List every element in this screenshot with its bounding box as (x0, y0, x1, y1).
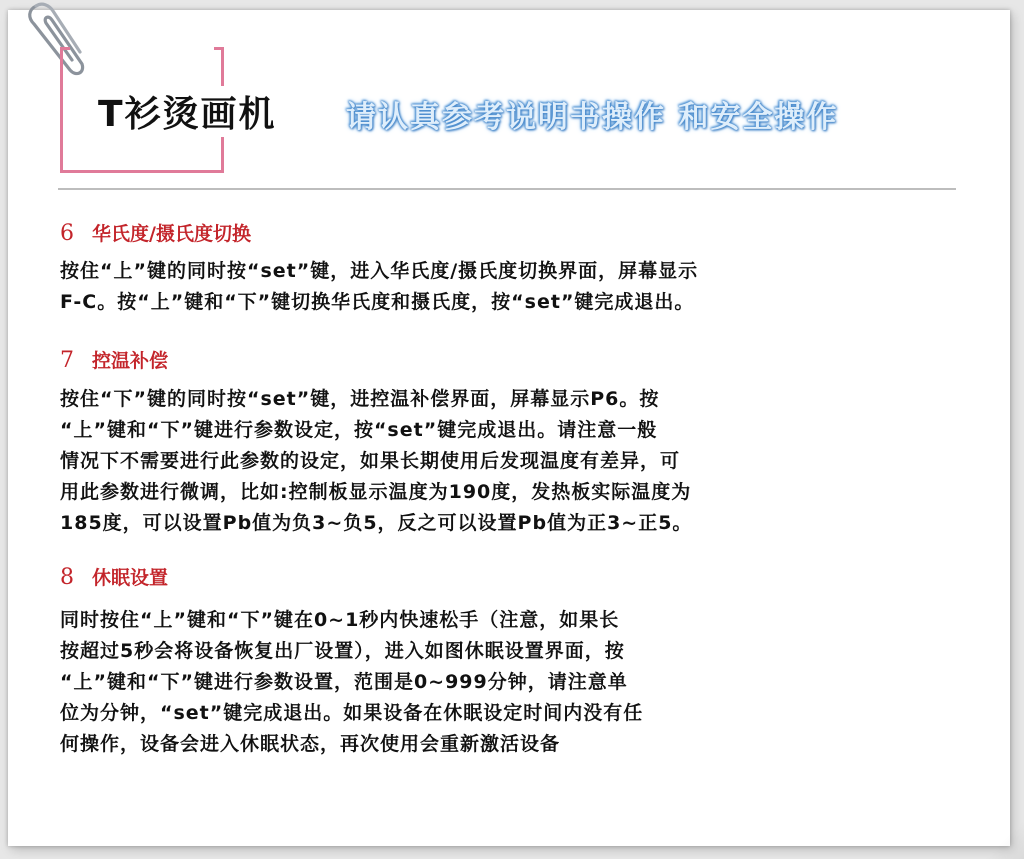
section-body-7 (60, 384, 692, 539)
body-line: 按住“下”键的同时按“set”键，进控温补偿界面，屏幕显示P6。按 (60, 388, 660, 410)
body-line: 同时按住“上”键和“下”键在0~1秒内快速松手（注意，如果长 (60, 609, 620, 631)
page-corner-shadow (984, 819, 1024, 859)
section-heading-8 (60, 563, 168, 590)
section-number: 8 (60, 565, 74, 590)
body-line: 185度，可以设置Pb值为负3~负5，反之可以设置Pb值为正3~正5。 (60, 512, 693, 534)
body-line: “上”键和“下”键进行参数设定，按“set”键完成退出。请注意一般 (60, 419, 658, 441)
body-line: “上”键和“下”键进行参数设置，范围是0~999分钟，请注意单 (60, 671, 628, 693)
page-title: T衫烫画机 (96, 86, 283, 137)
section-body-6 (60, 256, 698, 318)
safety-slogan: 请认真参考说明书操作 和安全操作 (346, 100, 839, 135)
section-number: 6 (60, 221, 74, 246)
section-title: 华氏度/摄氏度切换 (92, 223, 251, 245)
body-line: 何操作，设备会进入休眠状态，再次使用会重新激活设备 (60, 733, 561, 755)
body-line: 情况下不需要进行此参数的设定，如果长期使用后发现温度有差异，可 (60, 450, 681, 472)
header-divider (58, 188, 956, 190)
body-line: 位为分钟，“set”键完成退出。如果设备在休眠设定时间内没有任 (60, 702, 644, 724)
body-line: 按住“上”键的同时按“set”键，进入华氏度/摄氏度切换界面，屏幕显示 (60, 260, 699, 282)
section-title: 休眠设置 (92, 567, 169, 589)
section-heading-7 (60, 346, 168, 373)
section-heading-6 (60, 219, 251, 246)
section-number: 7 (60, 348, 74, 373)
body-line: F-C。按“上”键和“下”键切换华氏度和摄氏度，按“set”键完成退出。 (60, 291, 695, 313)
body-line: 按超过5秒会将设备恢复出厂设置），进入如图休眠设置界面，按 (60, 640, 625, 662)
section-body-8 (60, 605, 643, 760)
section-title: 控温补偿 (92, 350, 169, 372)
body-line: 用此参数进行微调，比如:控制板显示温度为190度，发热板实际温度为 (60, 481, 692, 503)
